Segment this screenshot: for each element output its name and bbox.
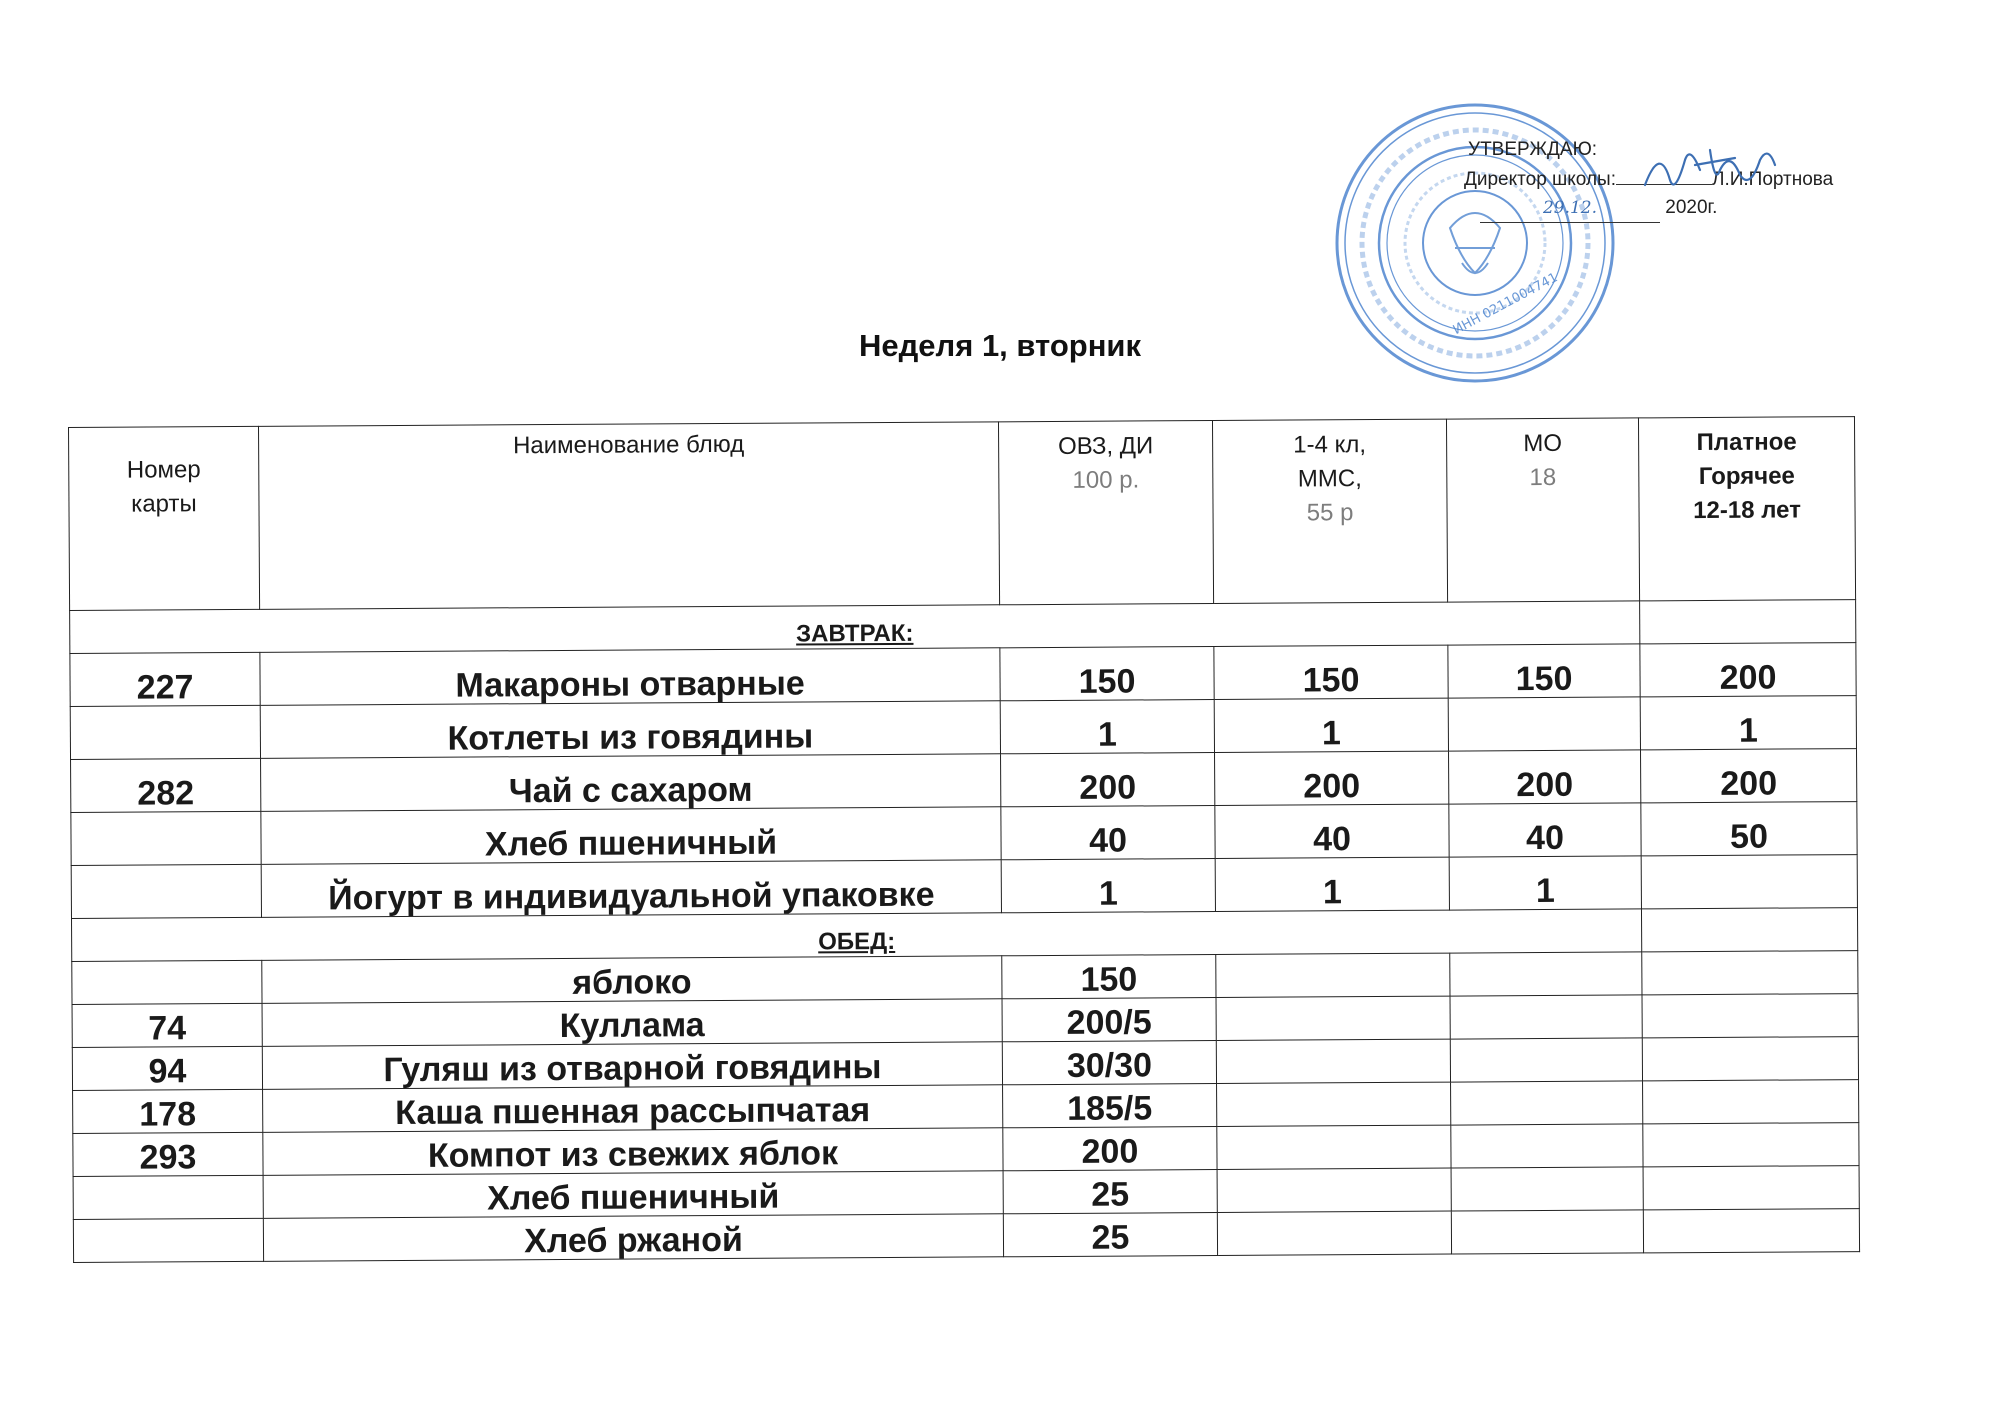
director-label: Директор школы: xyxy=(1464,169,1616,190)
mo-portion-cell xyxy=(1451,1081,1643,1125)
lunch-label: ОБЕД: xyxy=(72,909,1642,962)
year-suffix: 2020г. xyxy=(1665,197,1718,218)
card-number-cell: 94 xyxy=(72,1046,262,1090)
table-header-row xyxy=(69,417,1856,611)
header-dish-name: Наименование блюд xyxy=(258,422,999,610)
paid-portion-cell xyxy=(1643,1209,1859,1253)
paid-portion-cell: 1 xyxy=(1640,696,1856,750)
dish-name-cell: Каша пшенная рассыпчатая xyxy=(263,1085,1003,1133)
mo-portion-cell xyxy=(1450,952,1642,996)
ovz-portion-cell: 1 xyxy=(1001,859,1215,913)
classes-portion-cell xyxy=(1216,996,1450,1040)
classes-portion-cell: 200 xyxy=(1215,751,1449,805)
header-ovz-price: 100 р. xyxy=(1072,466,1140,494)
ovz-portion-cell: 200 xyxy=(1001,753,1215,807)
header-card-number: Номер карты xyxy=(69,426,260,610)
ovz-portion-cell: 25 xyxy=(1003,1212,1217,1256)
section-empty-cell xyxy=(1641,908,1857,952)
stamp-inn-text: ИНН 0211004741 xyxy=(1450,270,1561,339)
paid-portion-cell xyxy=(1642,994,1858,1038)
paid-portion-cell xyxy=(1643,1166,1859,1210)
dish-name-cell: Компот из свежих яблок xyxy=(263,1128,1003,1176)
classes-portion-cell: 150 xyxy=(1214,645,1448,699)
card-number-cell xyxy=(71,864,261,918)
header-classes-mms: ММС, xyxy=(1297,465,1362,493)
mo-portion-cell: 200 xyxy=(1449,750,1641,804)
paid-portion-cell xyxy=(1642,951,1858,995)
paid-portion-cell xyxy=(1642,1037,1858,1081)
mo-portion-cell: 1 xyxy=(1449,856,1641,910)
mo-portion-cell xyxy=(1450,995,1642,1039)
classes-portion-cell xyxy=(1217,1168,1451,1212)
header-classes-label: 1-4 кл, xyxy=(1293,431,1367,459)
card-number-cell: 282 xyxy=(71,758,261,812)
classes-portion-cell xyxy=(1217,1211,1451,1255)
section-empty-cell xyxy=(1640,600,1856,644)
menu-body xyxy=(70,600,1860,1263)
paid-portion-cell xyxy=(1641,855,1857,909)
classes-portion-cell: 1 xyxy=(1215,857,1449,911)
card-number-cell: 178 xyxy=(73,1089,263,1133)
dish-name-cell: Чай с сахаром xyxy=(261,754,1001,812)
ovz-portion-cell: 25 xyxy=(1003,1169,1217,1213)
date-handwritten: 29.12. xyxy=(1480,194,1660,223)
page-title: Неделя 1, вторник xyxy=(859,328,1141,363)
paid-portion-cell xyxy=(1643,1080,1859,1124)
classes-portion-cell: 40 xyxy=(1215,804,1449,858)
director-name: Л.И.Портнова xyxy=(1711,169,1834,190)
dish-name-cell: Котлеты из говядины xyxy=(260,701,1000,759)
card-number-cell xyxy=(73,1218,263,1262)
dish-name-cell: Гуляш из отварной говядины xyxy=(262,1042,1002,1090)
dish-name-cell: Йогурт в индивидуальной упаковке xyxy=(261,860,1001,918)
classes-portion-cell xyxy=(1216,1039,1450,1083)
dish-name-cell: Макароны отварные xyxy=(260,648,1000,706)
ovz-portion-cell: 1 xyxy=(1000,700,1214,754)
director-signature xyxy=(1640,140,1780,200)
card-number-cell xyxy=(71,811,261,865)
header-mo-label: МО xyxy=(1523,429,1563,458)
card-number-cell xyxy=(70,705,260,759)
classes-portion-cell: 1 xyxy=(1214,698,1448,752)
card-number-cell xyxy=(72,960,262,1004)
card-number-cell: 74 xyxy=(72,1003,262,1047)
mo-portion-cell xyxy=(1451,1167,1643,1211)
dish-name-cell: Хлеб пшеничный xyxy=(263,1171,1003,1219)
mo-portion-cell xyxy=(1448,697,1640,751)
header-paid-label: Платное xyxy=(1696,428,1797,457)
ovz-portion-cell: 185/5 xyxy=(1003,1083,1217,1127)
card-number-cell: 227 xyxy=(70,652,260,706)
card-number-cell xyxy=(73,1175,263,1219)
classes-portion-cell xyxy=(1217,1082,1451,1126)
header-paid-hot: Горячее xyxy=(1698,462,1795,491)
ovz-portion-cell: 40 xyxy=(1001,806,1215,860)
mo-portion-cell: 40 xyxy=(1449,803,1641,857)
dish-name-cell: яблоко xyxy=(262,956,1002,1004)
header-classes xyxy=(1212,419,1447,603)
breakfast-label: ЗАВТРАК: xyxy=(70,601,1640,654)
header-ovz xyxy=(998,421,1213,605)
menu-table xyxy=(68,416,1860,1263)
dish-name-cell: Хлеб пшеничный xyxy=(261,807,1001,865)
header-classes-price: 55 р xyxy=(1306,499,1354,527)
ovz-portion-cell: 150 xyxy=(1002,954,1216,998)
approve-label: УТВЕРЖДАЮ: xyxy=(1468,139,1598,160)
ovz-portion-cell: 200 xyxy=(1003,1126,1217,1170)
ovz-portion-cell: 200/5 xyxy=(1002,997,1216,1041)
mo-portion-cell xyxy=(1451,1124,1643,1168)
header-mo-price: 18 xyxy=(1529,463,1557,492)
paid-portion-cell xyxy=(1643,1123,1859,1167)
paid-portion-cell: 50 xyxy=(1641,802,1857,856)
dish-name-cell: Хлеб ржаной xyxy=(263,1214,1003,1262)
classes-portion-cell xyxy=(1216,953,1450,997)
ovz-portion-cell: 30/30 xyxy=(1002,1040,1216,1084)
header-ovz-label: ОВЗ, ДИ xyxy=(1057,432,1154,460)
ovz-portion-cell: 150 xyxy=(1000,647,1214,701)
header-mo xyxy=(1446,418,1639,602)
paid-portion-cell: 200 xyxy=(1640,643,1856,697)
mo-portion-cell xyxy=(1450,1038,1642,1082)
classes-portion-cell xyxy=(1217,1125,1451,1169)
header-paid-age: 12-18 лет xyxy=(1693,496,1801,525)
card-number-cell: 293 xyxy=(73,1132,263,1176)
mo-portion-cell: 150 xyxy=(1448,644,1640,698)
paid-portion-cell: 200 xyxy=(1641,749,1857,803)
mo-portion-cell xyxy=(1451,1210,1643,1254)
header-paid xyxy=(1638,417,1855,601)
dish-name-cell: Куллама xyxy=(262,999,1002,1047)
